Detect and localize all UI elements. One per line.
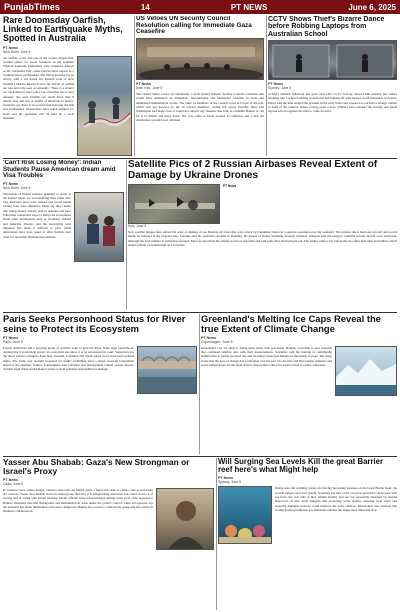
body-text: Thousands of Indian students planning to study in the United States are reconsidering their plans after visa interview slots were paused and social media vetting rules were tightened. Many say they cannot risk losing money already paid in deposits and fees. Education consultants report a sharp rise in enquiries about other destinations such as Germany, Ireland and Australia. Parents said the uncertainty over timelines has made it difficult to plan, while universities have been asked to offer flexible start dates for incoming international students. [3, 191, 71, 239]
headline: US Vetoes UN Security Council Resolution calling for Immediate Gaza Ceasefire [136, 16, 252, 36]
headline: Rare Doomsday Oarfish, Linked to Earthquake Myths, Spotted in Australia [3, 16, 123, 44]
body-text: Greenland's vast ice sheet is losing mass faster than previously thought, according to new research that combined satellite data with field measurements. Scientists said the melting is contributing significantly to global sea-level rise and revealing landscapes hidden for thousands of years. The study warns that the pace of change has accelerated over the past two decades and that warmer summers and ocean temperatures are the main drivers. Researchers called for urgent action to reduce emissions. [201, 345, 332, 367]
reef-photo [218, 486, 272, 544]
seine-image [138, 347, 197, 394]
satellite-image [129, 185, 220, 224]
byline: PT News [201, 335, 216, 340]
byline: PT News [3, 181, 18, 186]
byline: PT News [218, 476, 233, 481]
headline: CCTV Shows Thief's Bizarre Dance before Robbing Laptops from Australian School [268, 16, 385, 38]
dateline: Gaza, June 5 [3, 481, 24, 486]
reef-image [219, 487, 272, 544]
brand-logo: PunjabTimes [4, 2, 60, 12]
ice-photo [335, 346, 397, 396]
body-text: French authorities and a growing group of activists want to give the River Seine legal personhood, arguing that it would help protect its ecosystem and allow it to be represented in court. Supporters say the move follows examples from New Zealand, Colombia and Spain where rivers have been granted rights. The Seine was recently reopened for public swimming after a major clean-up programme ahead of the Olympic Games. Campaigners said pollution and development remain serious threats, and that legal status would make it easier to hold polluters responsible for damage. [3, 345, 134, 372]
dateline: New Delhi, June 5 [3, 185, 31, 190]
page-number: 14 [140, 2, 150, 12]
article-oarfish [3, 16, 132, 156]
article-indian-students [3, 160, 124, 310]
body-text: New satellite images have shown the scale of damage at two Russian air bases that were struck by Ukrainian drones in a surprise operation over the weekend. The pictures show burnt-out aircraft and scorch marks on runways at the targeted sites. Ukraine said the operation, months in planning, hit dozens of planes including strategic bombers. Analysts said the imagery confirms several aircraft were destroyed, although the total number is still being assessed. Moscow described the attacks as acts of terrorism and said some fires had been put out. The strikes came a day before the two sides held talks in Istanbul, which ended without a breakthrough on a ceasefire. [128, 230, 397, 247]
students-image [75, 193, 124, 262]
body-text: The United States vetoed on Wednesday a draft United Nations Security Council resolution that would have demanded an immediate, unconditional and permanent ceasefire in Gaza and unhindered humanitarian access. The other 14 members of the council voted in favour of the text, which was put forward by the 10 elected members. Acting US envoy Dorothy Shea said Washington had made clear it would not support any measure that fails to condemn Hamas or call for it to disarm and leave Gaza. The vote came as Israel pressed its offensive and a new aid distribution system faced criticism. [136, 92, 264, 123]
headline: Paris Seeks Personhood Status for River seine to Protect its Ecosystem [3, 314, 186, 334]
body-text-lead: PT News [223, 184, 237, 188]
byline: PT News [3, 335, 18, 340]
article-satellite-airbases [128, 160, 397, 310]
cctv-image [269, 41, 397, 80]
un-council-photo [136, 38, 264, 80]
body-text: A thief's unusual behaviour has gone viral after CCTV footage showed him dancing just before breaking into a school building in Australia and making off with laptops worth thousands of dollars. Police said the man entered the grounds in the early hours and appeared to perform a strange routine in front of the cameras before forcing open a door. Officers have released the footage and asked anyone who recognises the man to come forward. [268, 92, 397, 114]
byline: PT News [3, 477, 18, 482]
article-cctv-thief [268, 16, 397, 156]
headline: Yasser Abu Shabab: Gaza's New Strongman or Israel's Proxy [3, 458, 190, 476]
dateline: New York, June 5 [136, 86, 163, 91]
article-greenland-ice [201, 314, 397, 454]
byline: PT News [136, 82, 151, 87]
headline: 'Can't Risk Losing Money': Indian Students Pause American dream amid Visa Troubles [3, 160, 116, 179]
dateline: Sydney, June 5 [218, 480, 242, 485]
article-us-veto [136, 16, 264, 156]
cctv-photo [268, 40, 397, 80]
un-council-image [137, 39, 264, 80]
masthead [0, 0, 400, 14]
dateline: Paris, June 5 [3, 339, 23, 344]
oarfish-photo [77, 56, 132, 156]
dateline: New Delhi, June 5 [3, 49, 31, 54]
byline: PT News [3, 45, 18, 50]
dateline: Copenhagen, June 5 [201, 339, 233, 344]
body-text: An oarfish, a rare and one of the ocean's largest fish, washed ashore for Great Southern, in the southern Western Australia. Fishermen, were surprised. Known as the 'doomsday fish', some believe these appear as a warning before earthquakes. The fish is described to be silvery with a red dorsal fin. Kristen Cole of New Zealand's Marine Research said, the arrival of oarfish are rare and only seen occasionally. 'There is a chance we catch them in deep water, but a beached one is very unusual,' she said. Oarfish can reach more than 8 metres long and live at depths of hundreds of metres. Scientists say there is no proven link between the fish and earthquakes. Researchers have taken samples for study and the specimen will be held by a local museum. [3, 55, 74, 121]
portrait-image [157, 489, 214, 550]
students-photo [74, 192, 124, 262]
body-text: Rising seas and warming waters are placing increasing pressure on the Great Barrier Reef, the world's largest coral reef system. Scientists say that corals can grow upwards to keep pace with sea-level rise, but only if they remain healthy and are not repeatedly bleached by marine heatwaves. A new study suggests that protecting water quality, reducing local stress and restoring damaged sections could improve the reef's chances. Researchers also stressed that cutting global greenhouse gas emissions remains the single most important step. [275, 486, 397, 512]
headline: Greenland's Melting Ice Caps Reveal the true Extent of Climate Change [201, 314, 381, 334]
section-label: PT NEWS [230, 2, 268, 12]
dateline: Kyiv, June 5 [128, 224, 147, 228]
seine-photo [137, 346, 197, 394]
satellite-photo [128, 184, 220, 224]
article-abu-shabab [3, 458, 214, 610]
headline: Will Surging Sea Levels Kill the great Barrier reef here's what Might help [218, 458, 384, 475]
oarfish-image [78, 57, 132, 156]
issue-date: June 6, 2025 [348, 2, 396, 12]
dateline: Sydney, June 5 [268, 86, 292, 91]
article-paris-seine [3, 314, 197, 454]
headline: Satellite Pics of 2 Russian Airbases Reveal Extent of Damage by Ukraine Drones [128, 160, 378, 181]
ice-image [336, 347, 397, 396]
body-text: In southern Gaza, where hunger, violence and order are falling apart, a figure has risen to claim a role in protecting aid convoys. Yasser Abu Shabab leads an armed group that says it is safeguarding deliveries, but critics accuse it of looting and of acting with Israeli backing. Israeli officials have acknowledged arming some local clans opposed to Hamas. Residents describe checkpoints and intimidation in areas under the group's control, while aid agencies say the situation has made distribution even more dangerous. Hamas has vowed to confront the group and has called its members collaborators. [3, 487, 153, 514]
abu-shabab-photo [156, 488, 214, 550]
article-barrier-reef [218, 458, 397, 610]
byline: PT News [268, 82, 283, 87]
